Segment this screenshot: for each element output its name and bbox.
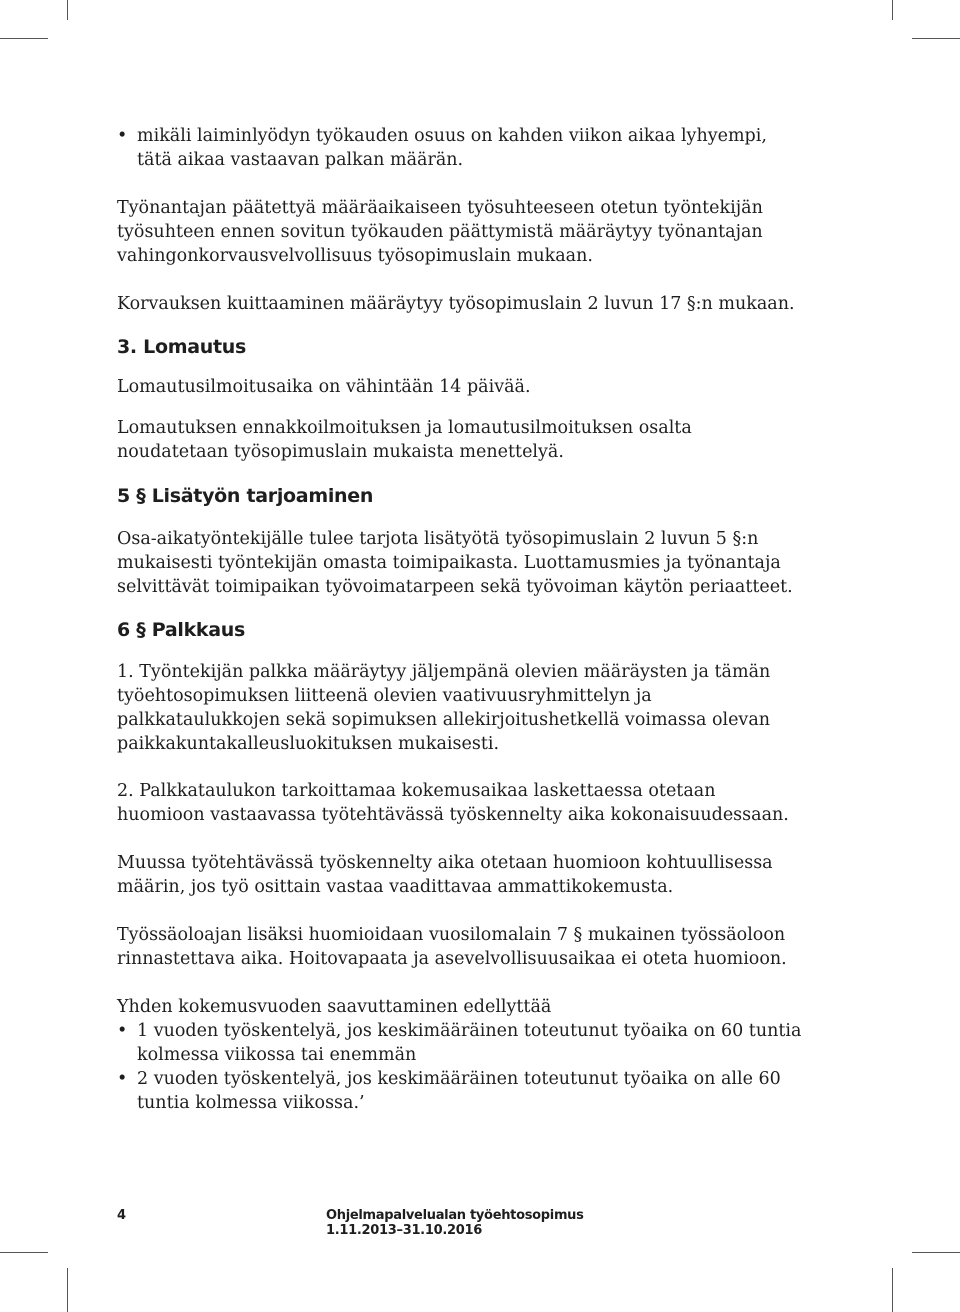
- heading-lomautus: 3. Lomautus: [117, 336, 246, 358]
- crop-mark: [892, 0, 893, 20]
- paragraph-palkkaus-1: 1. Työntekijän palkka määräytyy jäljempänä olevien määräysten ja tämän työehtosopimuksen liitteenä olevien vaativuusryhmittelyn ja palkkataulukkojen sekä sopimuksen allekirjoitushetkellä voimassa olevan paikkakuntakalleusluokituksen mukaisesti.: [117, 662, 771, 754]
- bullet-icon: •: [117, 1021, 128, 1041]
- footer-title: Ohjelmapalvelualan työehtosopimus 1.11.2013–31.10.2016: [326, 1208, 584, 1238]
- crop-mark: [892, 1268, 893, 1312]
- crop-mark: [0, 1252, 48, 1253]
- paragraph-lomautus-notice: Lomautusilmoitusaika on vähintään 14 päivää.: [117, 377, 531, 397]
- bullet-text: 1 vuoden työskentelyä, jos keskimääräinen toteutunut työaika on 60 tuntia kolmessa viikossa tai enemmän: [137, 1021, 802, 1065]
- paragraph-palkkaus-2: 2. Palkkataulukon tarkoittamaa kokemusaikaa laskettaessa otetaan huomioon vastaavassa työtehtävässä työskennelty aika kokonaisuudessaan.: [117, 781, 789, 825]
- bullet-text: mikäli laiminlyödyn työkauden osuus on kahden viikon aikaa lyhyempi, tätä aikaa vastaavan palkan määrän.: [137, 126, 767, 170]
- paragraph-employer: Työnantajan päätettyä määräaikaiseen työsuhteeseen otetun työntekijän työsuhteen ennen sovitun työkauden päättymistä määräytyy työnantajan vahingonkorvausvelvollisuus työsopimuslain mukaan.: [117, 198, 763, 266]
- heading-lisatyo: 5 § Lisätyön tarjoaminen: [117, 485, 374, 507]
- bullet-text: 2 vuoden työskentelyä, jos keskimääräinen toteutunut työaika on alle 60 tuntia kolmessa viikossa.’: [137, 1069, 781, 1113]
- paragraph-lomautus-procedure: Lomautuksen ennakkoilmoituksen ja lomautusilmoituksen osalta noudatetaan työsopimuslain mukaista menettelyä.: [117, 418, 692, 462]
- bullet-icon: •: [117, 126, 128, 146]
- bullet-icon: •: [117, 1069, 128, 1089]
- page-number: 4: [117, 1208, 127, 1223]
- list-item: [117, 1019, 807, 1067]
- paragraph-compensation: Korvauksen kuittaaminen määräytyy työsopimuslain 2 luvun 17 §:n mukaan.: [117, 294, 795, 314]
- crop-mark: [912, 38, 960, 39]
- intro-bullet-list: [117, 124, 807, 172]
- crop-mark: [67, 1268, 68, 1312]
- crop-mark: [912, 1252, 960, 1253]
- experience-bullet-list: [117, 1019, 807, 1115]
- list-item: [117, 1067, 807, 1115]
- paragraph-tyossaolo: Työssäoloajan lisäksi huomioidaan vuosilomalain 7 § mukainen työssäoloon rinnastettava aika. Hoitovapaata ja asevelvollisuusaikaa ei oteta huomioon.: [117, 925, 787, 969]
- crop-mark: [0, 38, 48, 39]
- paragraph-muussa: Muussa työtehtävässä työskennelty aika otetaan huomioon kohtuullisessa määrin, jos työ osittain vastaa vaadittavaa ammattikokemusta.: [117, 853, 773, 897]
- paragraph-lisatyo: Osa-aikatyöntekijälle tulee tarjota lisätyötä työsopimuslain 2 luvun 5 §:n mukaisesti työntekijän omasta toimipaikasta. Luottamusmies ja työnantaja selvittävät toimipaikan työvoimatarpeen sekä työvoiman käytön periaatteet.: [117, 529, 793, 597]
- crop-mark: [67, 0, 68, 20]
- document-body: [117, 124, 807, 1115]
- list-item: [117, 124, 807, 172]
- paragraph-experience-intro: Yhden kokemusvuoden saavuttaminen edellyttää: [117, 997, 552, 1017]
- heading-palkkaus: 6 § Palkkaus: [117, 619, 246, 641]
